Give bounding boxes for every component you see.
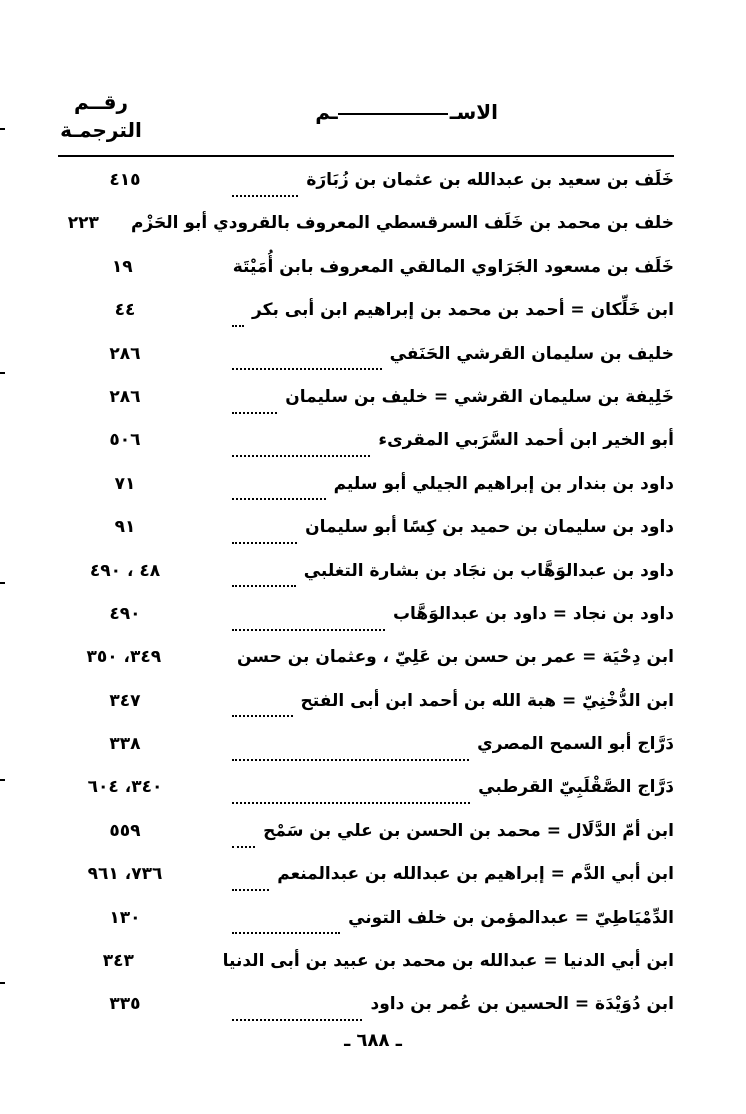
entry-number: ٣٣٨	[109, 734, 141, 755]
dot-leader	[232, 325, 244, 327]
dot-leader	[232, 846, 255, 848]
entry-name: أبو الخير ابن أحمد السَّرَبي المقرىء	[378, 430, 674, 451]
index-entry	[60, 257, 674, 300]
index-entry	[60, 561, 674, 604]
index-entry	[60, 864, 674, 907]
entry-number: ٣٤٧	[109, 690, 141, 711]
entry-name: داود بن نجاد = داود بن عبدالوَهَّاب	[392, 603, 674, 624]
number-column-header-line2: الترجمـة	[60, 118, 142, 142]
entry-name: داود بن بندار بن إبراهيم الجيلي أبو سليم	[333, 473, 674, 494]
index-entry	[60, 777, 674, 820]
index-entry	[60, 691, 674, 734]
index-entry	[60, 647, 674, 690]
entry-name: ابن الدُّخْنِيّ = هبة الله بن أحمد ابن أبى الفتح	[300, 690, 674, 711]
entry-number: ٣٣٥	[109, 994, 141, 1015]
entry-number: ٥٥٩	[109, 820, 141, 841]
entry-name: ابن دُوَيْدَة = الحسين بن عُمر بن داود	[370, 994, 674, 1015]
entry-number: ٩١	[114, 517, 136, 538]
dot-leader	[232, 542, 297, 544]
entry-name: خلف بن محمد بن خَلَف السرقسطي المعروف بالقرودي أبو الحَزْم	[130, 213, 674, 234]
entry-number: ٧٣٦، ٩٦١	[87, 864, 163, 885]
entry-name: ابن أمّ الدَّلَال = محمد بن الحسن بن علي بن سَمْح	[263, 820, 674, 841]
name-column-header	[315, 100, 498, 124]
entry-number: ٣٤٣	[102, 951, 134, 972]
index-entry	[60, 951, 674, 994]
entry-number: ١٩	[111, 256, 133, 277]
entry-number: ٤٩٠	[109, 603, 141, 624]
dot-leader	[232, 629, 385, 631]
entry-name: خليف بن سليمان القرشي الحَنَفي	[389, 343, 674, 364]
entry-number: ٢٢٣	[67, 213, 99, 234]
dot-leader	[232, 498, 326, 500]
page-number: ـ ٦٨٨ ـ	[344, 1030, 402, 1051]
dot-leader	[232, 455, 370, 457]
number-column-header-line1: رقــم	[74, 90, 128, 114]
entry-name: داود بن عبدالوَهَّاب بن نجَاد بن بشارة التغلبي	[303, 560, 674, 581]
margin-mark	[0, 372, 5, 374]
dot-leader	[232, 802, 470, 804]
dot-leader	[232, 932, 340, 934]
entry-name: دَرَّاج أبو السمح المصري	[477, 734, 674, 755]
index-entry	[60, 604, 674, 647]
entry-number: ٧١	[114, 473, 136, 494]
entry-name: ابن خَلِّكان = أحمد بن محمد بن إبراهيم ابن أبى بكر	[252, 300, 674, 321]
entry-name: داود بن سليمان بن حميد بن كِسًا أبو سليمان	[305, 517, 674, 538]
entry-number: ٥٠٦	[109, 430, 141, 451]
index-entry	[60, 213, 674, 256]
name-column-header-end: ـم	[315, 100, 338, 124]
dot-leader	[232, 889, 269, 891]
index-entry	[60, 387, 674, 430]
entry-number: ٤٤	[114, 300, 136, 321]
dot-leader	[232, 1019, 362, 1021]
dot-leader	[232, 759, 469, 761]
entry-name: خَلِيفة بن سليمان القرشي = خليف بن سليمان	[285, 386, 674, 407]
index-entry	[60, 734, 674, 777]
entry-name: ابن دِحْيَة = عمر بن حسن بن عَلِيّ ، وعثمان بن حسن	[236, 647, 674, 668]
margin-mark	[0, 582, 5, 584]
entry-number: ٣٤٠، ٦٠٤	[87, 777, 163, 798]
entry-name: خَلَف بن سعيد بن عبدالله بن عثمان بن زُبَارَة	[306, 170, 674, 190]
entry-name: خَلَف بن مسعود الجَرَاوي المالقي المعروف بابن أُمَيْتَة	[232, 256, 674, 277]
index-entry	[60, 300, 674, 343]
dot-leader	[232, 195, 298, 197]
dot-leader	[232, 715, 293, 717]
index-entry	[60, 517, 674, 560]
index-list	[60, 170, 674, 1038]
entry-number: ٣٤٩، ٣٥٠	[86, 647, 162, 668]
entry-number: ٢٨٦	[109, 386, 141, 407]
dot-leader	[232, 585, 296, 587]
index-entry	[60, 430, 674, 473]
margin-mark	[0, 128, 5, 130]
index-entry	[60, 344, 674, 387]
entry-name: ابن أبي الدَّم = إبراهيم بن عبدالله بن عبدالمنعم	[277, 864, 674, 885]
dot-leader	[232, 412, 277, 414]
index-entry	[60, 170, 674, 213]
entry-name: ابن أبي الدنيا = عبدالله بن محمد بن عبيد بن أبى الدنيا	[222, 951, 674, 972]
entry-number: ٢٨٦	[109, 343, 141, 364]
kashida-line	[338, 113, 448, 115]
entry-name: دَرَّاج الصَّقْلَبِيّ القرطبي	[478, 777, 674, 798]
index-entry	[60, 908, 674, 951]
margin-mark	[0, 982, 5, 984]
margin-mark	[0, 779, 5, 781]
entry-number: ٤٨ ، ٤٩٠	[89, 560, 161, 581]
index-entry	[60, 474, 674, 517]
entry-number: ١٣٠	[109, 907, 141, 928]
name-column-header-start: الاسـ	[449, 100, 498, 124]
header-rule	[58, 155, 674, 157]
entry-number: ٤١٥	[109, 170, 141, 190]
dot-leader	[232, 368, 382, 370]
number-column-header	[46, 88, 156, 144]
index-entry	[60, 821, 674, 864]
entry-name: الدِّمْيَاطِيّ = عبدالمؤمن بن خلف التوني	[348, 907, 674, 928]
